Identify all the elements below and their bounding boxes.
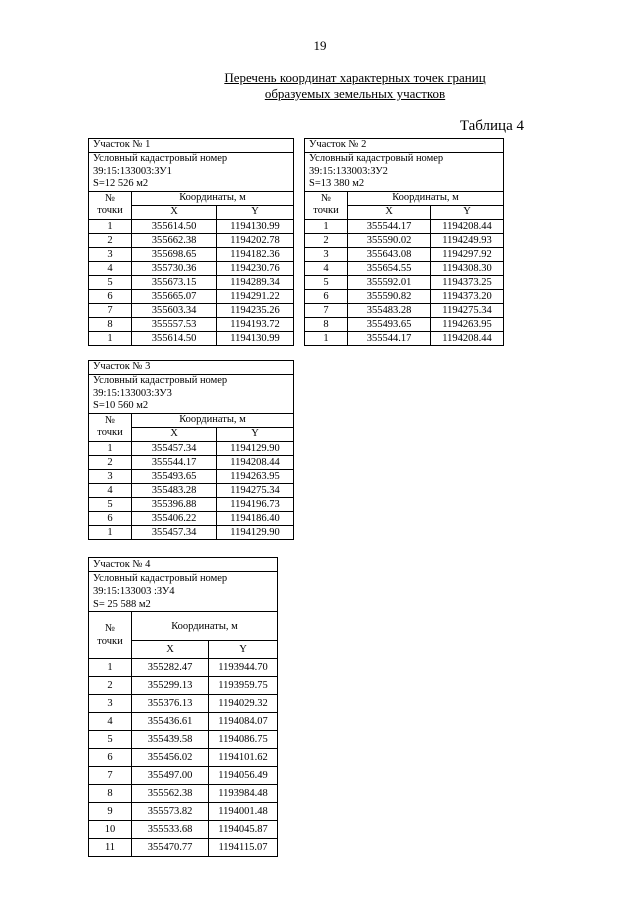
table-row [89,219,294,233]
point-number-cell: 8 [89,785,132,803]
table-row [89,749,278,767]
point-number-cell: 4 [89,713,132,731]
table-row [89,659,278,677]
y-coordinate-cell: 1194263.95 [217,469,294,483]
x-coordinate-cell: 355533.68 [132,821,209,839]
point-number-cell: 8 [305,317,348,331]
y-coordinate-cell: 1194045.87 [209,821,278,839]
table-row [89,497,294,511]
x-coordinate-cell: 355457.34 [132,525,217,539]
x-coordinate-cell: 355457.34 [132,441,217,455]
x-coordinate-cell: 355665.07 [132,289,217,303]
parcel-area: S= 25 588 м2 [93,599,151,610]
y-coordinate-cell: 1194086.75 [209,731,278,749]
table-row [305,303,504,317]
y-coordinate-cell: 1194129.90 [217,441,294,455]
x-coordinate-cell: 355299.13 [132,677,209,695]
document-title-line2: образуемых земельных участков [264,86,446,101]
point-number-cell: 3 [305,247,348,261]
point-number-cell: 1 [305,331,348,345]
y-coordinate-cell: 1194202.78 [217,233,294,247]
x-coordinate-cell: 355483.28 [132,483,217,497]
table-row [89,317,294,331]
point-number-cell: 7 [305,303,348,317]
parcel-area: S=10 560 м2 [93,400,149,411]
col-y-header: Y [217,205,294,219]
parcel-title: Участок № 3 [89,361,294,375]
x-coordinate-cell: 355396.88 [132,497,217,511]
y-coordinate-cell: 1194275.34 [217,483,294,497]
point-number-cell: 5 [89,731,132,749]
y-coordinate-cell: 1194193.72 [217,317,294,331]
cadastral-number: 39:15:133003 :ЗУ4 [93,586,175,597]
y-coordinate-cell: 1194263.95 [431,317,504,331]
y-coordinate-cell: 1194208.44 [431,331,504,345]
table-row [89,767,278,785]
y-coordinate-cell: 1193944.70 [209,659,278,677]
table-row [89,839,278,857]
point-number-cell: 1 [305,219,348,233]
x-coordinate-cell: 355562.38 [132,785,209,803]
x-coordinate-cell: 355614.50 [132,331,217,345]
point-number-cell: 5 [89,275,132,289]
parcel-title: Участок № 4 [89,558,278,572]
y-coordinate-cell: 1194056.49 [209,767,278,785]
parcel-header-block [305,153,504,192]
point-number-cell: 5 [89,497,132,511]
y-coordinate-cell: 1194130.99 [217,331,294,345]
table-row [89,677,278,695]
parcel-4-table [88,557,278,857]
x-coordinate-cell: 355590.02 [348,233,431,247]
point-number-cell: 10 [89,821,132,839]
col-x-header: X [132,205,217,219]
y-coordinate-cell: 1194182.36 [217,247,294,261]
y-coordinate-cell: 1194130.99 [217,219,294,233]
table-row [89,731,278,749]
table-row [89,511,294,525]
y-coordinate-cell: 1194230.76 [217,261,294,275]
table-row [89,233,294,247]
cadastral-label: Условный кадастровый номер [309,153,444,164]
point-number-cell: 6 [89,749,132,767]
point-number-cell: 1 [89,331,132,345]
parcel-header-block [89,153,294,192]
x-coordinate-cell: 355662.38 [132,233,217,247]
x-coordinate-cell: 355544.17 [348,331,431,345]
table-row [89,247,294,261]
cadastral-number: 39:15:133003:ЗУ1 [93,165,172,177]
point-number-cell: 2 [89,233,132,247]
table-row [89,803,278,821]
x-coordinate-cell: 355673.15 [132,275,217,289]
x-coordinate-cell: 355436.61 [132,713,209,731]
y-coordinate-cell: 1194196.73 [217,497,294,511]
y-coordinate-cell: 1194129.90 [217,525,294,539]
y-coordinate-cell: 1194208.44 [431,219,504,233]
col-coords-header: Координаты, м [132,413,294,427]
y-coordinate-cell: 1193959.75 [209,677,278,695]
point-number-cell: 3 [89,247,132,261]
col-point-header: № точки [89,612,132,659]
table-row [89,331,294,345]
point-number-cell: 6 [89,289,132,303]
x-coordinate-cell: 355544.17 [132,455,217,469]
y-coordinate-cell: 1194297.92 [431,247,504,261]
x-coordinate-cell: 355698.65 [132,247,217,261]
cadastral-label: Условный кадастровый номер [93,375,228,386]
x-coordinate-cell: 355573.82 [132,803,209,821]
cadastral-label: Условный кадастровый номер [93,573,228,584]
y-coordinate-cell: 1194235.26 [217,303,294,317]
y-coordinate-cell: 1194249.93 [431,233,504,247]
x-coordinate-cell: 355470.77 [132,839,209,857]
col-x-header: X [132,427,217,441]
y-coordinate-cell: 1194029.32 [209,695,278,713]
col-point-header: № точки [89,191,132,219]
point-number-cell: 1 [89,441,132,455]
y-coordinate-cell: 1194101.62 [209,749,278,767]
cadastral-label: Условный кадастровый номер [93,153,228,164]
point-number-cell: 6 [305,289,348,303]
table-row [89,695,278,713]
parcel-title: Участок № 2 [305,139,504,153]
x-coordinate-cell: 355592.01 [348,275,431,289]
point-number-cell: 3 [89,469,132,483]
point-number-cell: 3 [89,695,132,713]
y-coordinate-cell: 1193984.48 [209,785,278,803]
table-row [89,441,294,455]
x-coordinate-cell: 355730.36 [132,261,217,275]
x-coordinate-cell: 355643.08 [348,247,431,261]
point-number-cell: 1 [89,659,132,677]
col-coords-header: Координаты, м [132,191,294,205]
point-number-cell: 7 [89,767,132,785]
table-row [305,247,504,261]
parcel-3-table [88,360,294,540]
parcel-title: Участок № 1 [89,139,294,153]
point-number-cell: 1 [89,219,132,233]
point-number-cell: 7 [89,303,132,317]
x-coordinate-cell: 355376.13 [132,695,209,713]
point-number-cell: 8 [89,317,132,331]
table-label: Таблица 4 [459,118,524,134]
table-row [89,455,294,469]
y-coordinate-cell: 1194373.25 [431,275,504,289]
parcel-header-block [89,375,294,414]
x-coordinate-cell: 355483.28 [348,303,431,317]
x-coordinate-cell: 355497.00 [132,767,209,785]
y-coordinate-cell: 1194289.34 [217,275,294,289]
page-number: 19 [313,38,327,53]
table-row [305,233,504,247]
point-number-cell: 2 [89,677,132,695]
x-coordinate-cell: 355590.82 [348,289,431,303]
point-number-cell: 4 [89,483,132,497]
point-number-cell: 6 [89,511,132,525]
col-y-header: Y [431,205,504,219]
y-coordinate-cell: 1194308.30 [431,261,504,275]
cadastral-number: 39:15:133003:ЗУ2 [309,165,388,177]
y-coordinate-cell: 1194291.22 [217,289,294,303]
table-row [89,303,294,317]
point-number-cell: 1 [89,525,132,539]
table-row [305,219,504,233]
x-coordinate-cell: 355493.65 [132,469,217,483]
point-number-cell: 11 [89,839,132,857]
table-row [305,317,504,331]
x-coordinate-cell: 355557.53 [132,317,217,331]
col-y-header: Y [209,641,278,659]
table-row [89,483,294,497]
x-coordinate-cell: 355603.34 [132,303,217,317]
parcel-1-table [88,138,294,346]
y-coordinate-cell: 1194084.07 [209,713,278,731]
table-row [305,331,504,345]
document-title-line1: Перечень координат характерных точек границ [224,70,486,85]
table-row [89,821,278,839]
x-coordinate-cell: 355654.55 [348,261,431,275]
y-coordinate-cell: 1194275.34 [431,303,504,317]
table-row [305,261,504,275]
x-coordinate-cell: 355406.22 [132,511,217,525]
x-coordinate-cell: 355493.65 [348,317,431,331]
table-row [89,275,294,289]
cadastral-number: 39:15:133003:ЗУ3 [93,387,172,399]
table-row [89,525,294,539]
table-row [89,289,294,303]
y-coordinate-cell: 1194186.40 [217,511,294,525]
x-coordinate-cell: 355439.58 [132,731,209,749]
point-number-cell: 9 [89,803,132,821]
col-coords-header: Координаты, м [348,191,504,205]
table-row [89,785,278,803]
col-point-header: № точки [89,413,132,441]
x-coordinate-cell: 355456.02 [132,749,209,767]
y-coordinate-cell: 1194208.44 [217,455,294,469]
parcel-area: S=12 526 м2 [93,178,149,189]
col-y-header: Y [217,427,294,441]
y-coordinate-cell: 1194373.20 [431,289,504,303]
table-row [305,275,504,289]
point-number-cell: 2 [89,455,132,469]
point-number-cell: 2 [305,233,348,247]
x-coordinate-cell: 355614.50 [132,219,217,233]
x-coordinate-cell: 355282.47 [132,659,209,677]
x-coordinate-cell: 355544.17 [348,219,431,233]
y-coordinate-cell: 1194001.48 [209,803,278,821]
point-number-cell: 4 [89,261,132,275]
parcel-area: S=13 380 м2 [309,178,365,189]
col-point-header: № точки [305,191,348,219]
parcel-header-block [89,572,278,612]
parcel-2-table [304,138,504,346]
point-number-cell: 5 [305,275,348,289]
col-x-header: X [348,205,431,219]
table-row [89,713,278,731]
col-coords-header: Координаты, м [132,612,278,641]
y-coordinate-cell: 1194115.07 [209,839,278,857]
table-row [89,469,294,483]
table-row [89,261,294,275]
col-x-header: X [132,641,209,659]
table-row [305,289,504,303]
point-number-cell: 4 [305,261,348,275]
